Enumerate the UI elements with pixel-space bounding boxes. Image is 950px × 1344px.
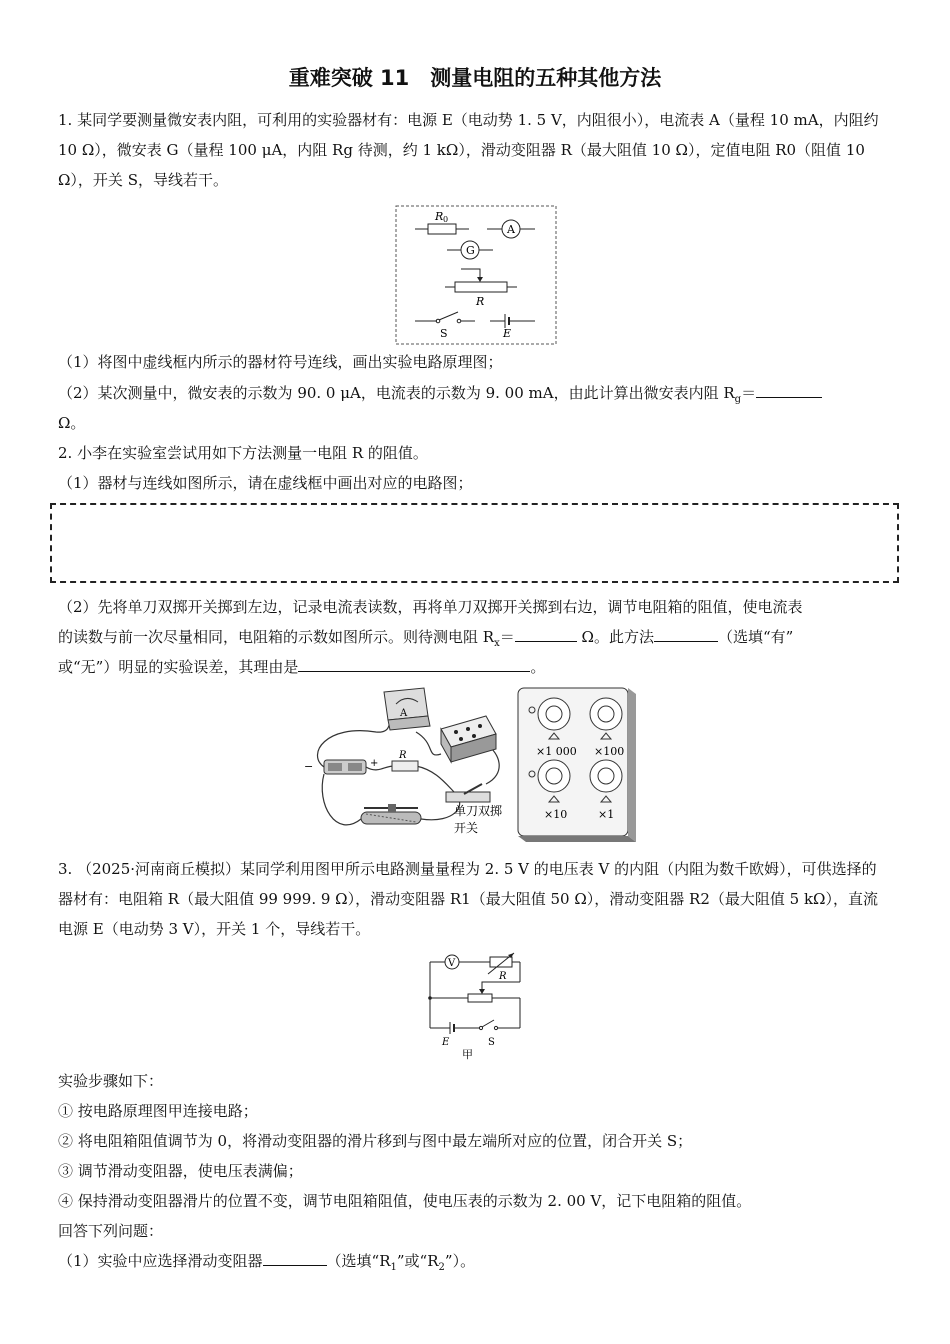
dial-label-x100: ×100 (594, 745, 625, 758)
switch-label-2: 开关 (454, 821, 479, 835)
resistor-r0-symbol (415, 210, 469, 234)
q1-stem: 1. 某同学要测量微安表内阻，可利用的实验器材有：电源 E（电动势 1. 5 V，内阻很小），电流表 A（量程 10 mA，内阻约 10 Ω），微安表 G（量程 100 μA，内阻 Rg 待测，约 1 kΩ），滑动变阻器 R（最大阻值 10 Ω），定值电阻 R0（阻值 10 Ω），开关 S，导线若干。 (58, 111, 879, 189)
spdt-switch-device (446, 784, 502, 835)
q2-sub2-line2: 的读数与前一次尽量相同，电阻箱的示数如图所示。则待测电阻 $R_x= \Omega$。此方法 （选填“有” (58, 622, 888, 659)
battery-minus-label: − (304, 760, 314, 773)
q3-step-4: ④ 保持滑动变阻器滑片的位置不变，调节电阻箱阻值，使电压表的示数为 2. 00 V，记下电阻箱的阻值。 (58, 1192, 752, 1210)
q2-sub1: （1）器材与连线如图所示，请在虚线框中画出对应的电路图； (58, 474, 473, 492)
battery-plus-label: + (370, 758, 379, 769)
voltmeter-label: V (448, 958, 456, 969)
q3-step-2: ② 将电阻箱阻值调节为 0，将滑动变阻器的滑片移到与图中最左端所对应的位置，闭合开关 S； (58, 1132, 693, 1150)
q1-unit: Ω。 (58, 414, 86, 432)
q3-step-1: ① 按电路原理图甲连接电路； (58, 1102, 258, 1120)
q2-stem: 2. 小李在实验室尝试用如下方法测量一电阻 R 的阻值。 (58, 444, 428, 462)
q3-steps-title: 实验步骤如下： (58, 1072, 164, 1090)
q2-sub2-line1: （2）先将单刀双掷开关掷到左边，记录电流表读数，再将单刀双掷开关掷到右边，调节电阻箱的阻值，使电流表 (58, 598, 803, 616)
q3-step-3: ③ 调节滑动变阻器，使电压表满偏； (58, 1162, 303, 1180)
resistance-box-dials (518, 688, 636, 842)
battery-label: E (503, 327, 512, 340)
answer-blank-rx[interactable] (515, 623, 577, 642)
battery-symbol (490, 314, 535, 340)
q3-stem: 3. （2025·河南商丘模拟）某同学利用图甲所示电路测量量程为 2. 5 V 的电压表 V 的内阻（内阻为数千欧姆），可供选择的器材有：电阻箱 R（最大阻值 99 999. 9 Ω），滑动变阻器 R1（最大阻值 50 Ω），滑动变阻器 R2（最大阻值 5 kΩ），直流电源 E（电动势 3 V），开关 1 个，导线若干。 (58, 860, 878, 938)
switch-symbol (415, 312, 475, 340)
battery-device (304, 758, 378, 774)
rheostat-symbol (445, 269, 517, 308)
q1-sub1: （1）将图中虚线框内所示的器材符号连线，画出实验电路原理图； (58, 353, 503, 371)
galvanometer-label: G (466, 244, 475, 257)
battery-label: E (442, 1037, 450, 1048)
resistor-device-label: R (399, 750, 407, 761)
switch-label-1: 单刀双掷 (454, 804, 503, 818)
switch-label: S (440, 327, 448, 340)
r0-label: R (435, 210, 444, 223)
q1-figure (395, 205, 557, 345)
page-title: 重难突破 11 测量电阻的五种其他方法 (288, 66, 662, 90)
rheostat-device (361, 804, 421, 824)
q2-apparatus-figure (296, 684, 636, 844)
dial-label-x1000: ×1 000 (536, 745, 577, 758)
answer-blank-reason[interactable] (298, 653, 530, 672)
resistance-box-label: R (499, 971, 507, 982)
ammeter-symbol (487, 220, 535, 238)
drawing-area-dashed-box[interactable] (50, 503, 899, 583)
ammeter-device-label: A (400, 708, 408, 719)
figure-caption: 甲 (462, 1048, 473, 1060)
q2-sub2-line3: 或“无”）明显的实验误差，其理由是 。 (58, 652, 888, 682)
galvanometer-symbol (447, 241, 493, 259)
q1-sub2: （2）某次测量中，微安表的示数为 90. 0 μA，电流表的示数为 9. 00 mA，由此计算出微安表内阻 $R_g=$ (58, 378, 888, 415)
dial-label-x1: ×1 (598, 808, 615, 821)
ammeter-device (384, 688, 430, 730)
rheostat-symbol (468, 994, 492, 1002)
q3-circuit-figure (424, 952, 524, 1060)
resistor-device (392, 750, 418, 771)
q3-answer-title: 回答下列问题： (58, 1222, 164, 1240)
r0-label-sub: 0 (443, 215, 449, 224)
dial-label-x10: ×10 (544, 808, 568, 821)
resistance-box-device (441, 716, 496, 762)
answer-blank-error[interactable] (654, 623, 718, 642)
answer-blank-rg[interactable] (756, 379, 822, 398)
switch-label: S (488, 1037, 495, 1048)
q3-sub1: （1）实验中应选择滑动变阻器 （选填“$R_1$”或“$R_2$”）。 (58, 1246, 888, 1283)
rheostat-label: R (476, 295, 485, 308)
resistance-box-symbol (490, 957, 512, 967)
answer-blank-rheostat[interactable] (263, 1247, 327, 1266)
ammeter-label: A (507, 223, 515, 236)
